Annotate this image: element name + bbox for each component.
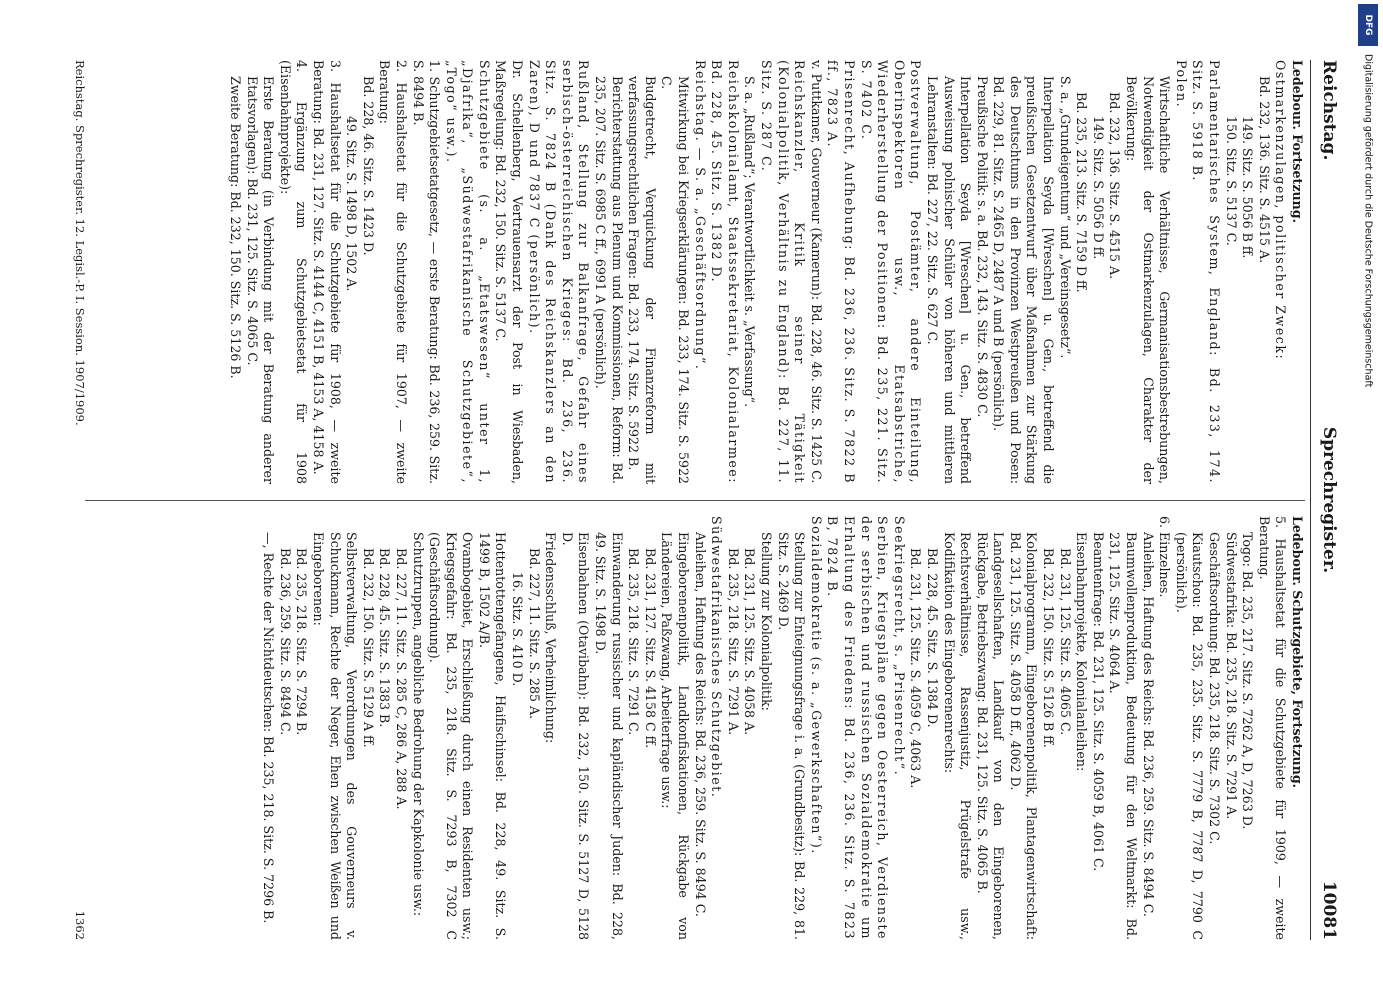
index-entry: Bd. 232, 150. Sitz. S. 5126 B ff. xyxy=(1041,548,1057,748)
index-entry: Bd. 228, 46. Sitz. S. 1423 D. xyxy=(360,76,376,256)
index-entry: Mitwirkung bei Kriegserklärungen: Bd. 233, 174. Sitz. S. 5922 C. xyxy=(659,76,692,484)
index-entry: Stellung zur Enteignungsfrage i. a. (Grundbesitz): Bd. 229, 81. Sitz. S. 2469 D. xyxy=(775,532,808,940)
index-entry: Kiautschou: Bd. 235, 235. Sitz. S. 7779 B, 7787 D, 7790 C (persönlich). xyxy=(1173,532,1206,940)
index-entry: Bd. 235, 218. Sitz. S. 7291 A. xyxy=(725,548,741,736)
index-entry: Reichskanzler, Kritik seiner Tätigkeit (Kolonialpolitik, Verhältnis zu England): Bd. 227, 11. Sitz. S. 287 C. xyxy=(759,60,808,484)
index-entry: Bd. 228, 45. Sitz. S. 1383 B. xyxy=(377,548,393,728)
index-entry: Südwestafrika: Bd. 235, 218. Sitz. S. 7291 A. xyxy=(1223,532,1239,820)
index-entry: Bd. 231, 125. Sitz. S. 4058 A. xyxy=(742,548,758,736)
index-entry: 1. Schutzgebietsetatgesetz, — erste Beratung: Bd. 236, 259. Sitz. S. 8494 B. xyxy=(410,60,443,484)
left-column-head: Ledebour. Fortsetzung. xyxy=(1290,60,1305,223)
index-entry: Bd. 231, 125. Sitz. S. 4065 C. xyxy=(1057,548,1073,736)
index-entry: Bd. 228, 45. Sitz. S. 1384 D. xyxy=(924,548,940,728)
index-entry: Polen. xyxy=(1173,60,1189,109)
left-column xyxy=(226,60,1305,484)
index-entry: 149. Sitz. S. 5056 D ff. xyxy=(1090,116,1106,260)
page-header xyxy=(1311,60,1345,940)
index-entry: Serbien, Kriegspläne gegen Oesterreich, Verdienste der serbischen und russischen Sozialdemokratie um Erhaltung des Friedens: Bd. 236, 236. Sitz. S. 7823 B, 7824 B. xyxy=(825,516,891,940)
index-entry: 3. Haushaltsetat für die Schutzgebiete für 1908, — zweite Beratung: Bd. 231, 127. Sitz. S. 4144 C, 4151 B, 4153 A, 4158 A. xyxy=(310,60,343,484)
index-entry: Parlamentarisches System, England: Bd. 233, 174. Sitz. S. 5918 B. xyxy=(1190,60,1223,484)
index-entry: Südwestafrikanisches Schutzgebiet. xyxy=(709,516,725,799)
index-entry: Selbstverwaltung, Verordnungen des Gouverneurs v. Schuckmann, Rechte der Neger, Ehen zwischen Weißen und Eingeborenen: xyxy=(310,532,360,940)
index-entry: Hottentottengefangene, Haifischinsel: Bd. 228, 49. Sitz. S. 1499 B, 1502 A/B. xyxy=(476,532,509,940)
dfg-sidebar xyxy=(1358,4,1378,996)
index-entry: Eingeborenenpolitik, Landkonfiskationen, Rückgabe von Ländereien, Paßzwang, Arbeiterfrage usw.: xyxy=(659,532,692,940)
index-entry: Seekriegsrecht, s. „Prisenrecht“. xyxy=(891,516,907,777)
index-entry: Reichskolonialamt, Staatssekretariat, Kolonialarmee: Bd. 228, 45. Sitz. S. 1382 D. xyxy=(709,60,741,484)
index-entry: Bd. 232, 136. Sitz. S. 4515 A. xyxy=(1256,76,1272,264)
index-entry: Bd. 227, 11. Sitz. S. 285 C, 286 A, 288 A. xyxy=(393,548,409,810)
index-entry: Bd. 235, 218. Sitz. S. 7291 C. xyxy=(626,548,642,736)
index-entry: Berichterstattung aus Plenum und Kommissionen, Reform: Bd. 235, 207. Sitz. S. 6985 C ff., 6991 A (persönlich). xyxy=(593,76,625,484)
index-entry: Rußland, Stellung zur Balkanfrage, Gefahr eines serbisch-österreichischen Krieges: Bd. 236, 236. Sitz. S. 7824 B (Dank des Reichskanzlers an den Zaren), D und 7837 C (persönlich). xyxy=(526,60,592,484)
index-entry: Schutzgebiete (s. a. „Etatswesen“ unter 1, „Djafrika“, „Südwestafrikanische Schutzgebiete“, „Togo“ usw.). xyxy=(443,60,492,484)
index-entry: Geschäftsordnung: Bd. 235, 218. Sitz. S. 7302 C. xyxy=(1207,532,1223,845)
index-entry: Landgesellschaften, Landkauf von den Eingeborenen, Rückgabe, Betriebszwang: Bd. 231, 125. Sitz. S. 4065 B. xyxy=(974,532,1007,940)
footer-right: 1362 xyxy=(73,910,87,940)
index-entry: Interpellation Seyda [Wreschen] u. Gen., betreffend die preußischen Gesetzentwurf über Maßnahmen zur Stärkung des Deutschtums in den Provinzen Westpreußen und Posen: Bd. 229, 81. Sitz. S. 2465 D, 2487 A und B (persönlich). xyxy=(991,76,1057,484)
index-entry: Bd. 231, 127. Sitz. S. 4158 C ff. xyxy=(642,548,658,749)
index-entry: 5. Haushaltsetat für die Schutzgebiete für 1909, — zweite Beratung. xyxy=(1256,516,1289,940)
index-entry: S. a. „Rußland“; Verantwortlichkeit s. „Verfassung“. xyxy=(742,76,758,408)
index-entry: 4. Ergänzung zum Schutzgebietsetat für 1908 (Eisenbahnprojekte): xyxy=(277,60,310,484)
index-entry: 2. Haushaltsetat für die Schutzgebiete für 1907, — zweite Beratung: xyxy=(377,60,409,484)
index-entry: Budgetrecht, Verquickung der Finanzreform mit verfassungsrechtlichen Fragen: Bd. 233, 174. Sitz. S. 5922 B. xyxy=(626,76,658,484)
index-entry: 6. Einzelnes. xyxy=(1157,516,1173,598)
index-entry: Reichstag. — S. a. „Geschäftsordnung“. xyxy=(692,60,708,371)
rotated-page xyxy=(65,60,1345,940)
header-rule xyxy=(1310,60,1311,940)
right-column-head: Ledebour. Schutzgebiete, Fortsetzung. xyxy=(1290,516,1305,789)
index-entry: Dr. Schellenberg, Vertrauensarzt der Post in Wiesbaden, Maßregelung: Bd. 232, 150. Sitz. S. 5137 C. xyxy=(493,60,526,484)
index-entry: Erste Beratung (in Verbindung mit der Beratung anderer Etatsvorlagen): Bd. 231, 125. Sitz. S. 4065 C. xyxy=(244,76,277,484)
index-entry: S. a. „Grundeigentum“ und „Vereinsgesetz“. xyxy=(1057,76,1073,359)
index-entry: Anleihen, Haftung des Reichs: Bd. 236, 259. Sitz. S. 8494 C. xyxy=(692,532,708,917)
index-entry: Bd. 232, 150. Sitz. S. 5129 A ff. xyxy=(360,548,376,748)
index-entry: Bd. 232, 136. Sitz. S. 4515 A. xyxy=(1107,92,1123,280)
header-center: Sprechregister. xyxy=(1319,426,1339,574)
index-entry: Einwanderung russischer und kapländischer Juden: Bd. 228, 49. Sitz. S. 1498 D. xyxy=(593,532,625,940)
dfg-logo: DFG xyxy=(1358,4,1378,46)
index-entry: 49. Sitz. S. 1498 D, 1502 A. xyxy=(344,116,360,292)
index-entry: Baumwollenproduktion, Bedeutung für den Weltmarkt: Bd. 231, 125. Sitz. S. 4064 A. xyxy=(1107,532,1140,940)
index-entry: Ostmarkenzulagen, politischer Zweck: xyxy=(1273,60,1289,361)
index-entry: 150. Sitz. S. 5137 C. xyxy=(1223,116,1239,246)
index-entry: Anleihen, Haftung des Reichs: Bd. 236, 259. Sitz. S. 8494 C. xyxy=(1140,532,1156,917)
footer-left: Reichstag. Sprechregister. 12. Legisl.-P. I. Session. 1907/1909. xyxy=(73,60,87,426)
index-entry: Stellung zur Kolonialpolitik: xyxy=(759,532,774,711)
right-column xyxy=(260,516,1305,940)
index-entry: Bd. 236, 259. Sitz. S. 8494 C. xyxy=(277,548,293,736)
index-entry: Eisenbahnprojekte, Kolonialanleihen: xyxy=(1074,532,1090,772)
index-entry: Wirtschaftliche Verhältnisse, Germanisationsbestrebungen, Notwendigkeit der Ostmarkenzulagen, Charakter der Bevölkerung: xyxy=(1124,76,1173,484)
index-entry: Sozialdemokratie (s. a. „Gewerkschaften“). xyxy=(808,516,824,855)
index-entry: Postverwaltung, Postämter, andere Einteilung, Oberinspektoren usw., Etatsabstriche, Wiederherstellung der Positionen: Bd. 235, 221. Sitz. S. 7402 C. xyxy=(858,60,924,484)
header-left: Reichstag. xyxy=(1319,60,1339,161)
index-entry: Kolonialprogramm, Eingeborenenpolitik, Plantagenwirtschaft: Bd. 231, 125. Sitz. S. 4058 D ff., 4062 D. xyxy=(1007,532,1040,940)
index-entry: Togo: Bd. 235, 217. Sitz. S. 7262 A, D, 7263 D. xyxy=(1240,532,1256,830)
index-entry: Bd. 235, 218. Sitz. S. 7294 B. xyxy=(294,548,310,736)
index-entry: Bd. 227, 11. Sitz. S. 285 A. xyxy=(526,548,542,720)
index-entry: Ovambogebiet, Erschließung durch einen Residenten usw.; Kriegsgefahr: Bd. 235, 218. Sitz. S. 7293 B, 7302 C (Geschäftsordnung). xyxy=(427,532,476,940)
index-entry: Preußische Politik: s. a. Bd. 232, 143. Sitz. S. 4830 C. xyxy=(974,76,990,418)
index-entry: v. Puttkamer, Gouverneur (Kamerun): Bd. 228, 46. Sitz. S. 1425 C. xyxy=(808,60,824,484)
index-entry: Rechtsverhältnisse, Rassenjustiz, Prügelstrafe usw., Kodifikation des Eingeborenenrechts: xyxy=(941,532,974,940)
page-number: 10081 xyxy=(1319,880,1339,940)
index-entry: Zweite Beratung: Bd. 232, 150. Sitz. S. 5126 B. xyxy=(228,76,243,379)
index-entry: —, Rechte der Nichtdeutschen: Bd. 235, 218. Sitz. S. 7296 B. xyxy=(261,532,277,924)
index-entry: Schutztruppen, angebliche Bedrohung der Kapkolonie usw.: xyxy=(410,532,426,917)
index-entry: Beamtenfrage: Bd. 231, 125. Sitz. S. 4059 B, 4061 C. xyxy=(1090,532,1106,872)
funding-note: Digitalisierung gefördert durch die Deutsche Forschungsgemeinschaft xyxy=(1362,54,1374,388)
index-entry: Bd. 231, 125. Sitz. S. 4059 C, 4063 A. xyxy=(908,548,924,789)
index-entry: Friedensschluß, Verheimlichung: xyxy=(543,532,559,744)
column-divider xyxy=(85,500,1305,501)
index-entry: Eisenbahnen (Otavibahn): Bd. 232, 150. Sitz. S. 5127 D, 5128 D. xyxy=(559,532,592,940)
index-entry: 16. Sitz. S. 410 D. xyxy=(510,572,526,687)
index-entry: 149. Sitz. S. 5056 B ff. xyxy=(1240,116,1256,259)
index-entry: Bd. 235, 213. Sitz. S. 7159 D ff. xyxy=(1074,92,1090,293)
index-entry: Prisenrecht, Aufhebung: Bd. 236, 236. Sitz. S. 7822 B ff., 7823 A. xyxy=(825,60,857,484)
index-entry: Interpellation Seyda [Wreschen] u. Gen., betreffend Ausweisung polnischer Schüler von höheren und mittleren Lehranstalten: Bd. 227, 22. Sitz. S. 627 C. xyxy=(924,76,974,484)
